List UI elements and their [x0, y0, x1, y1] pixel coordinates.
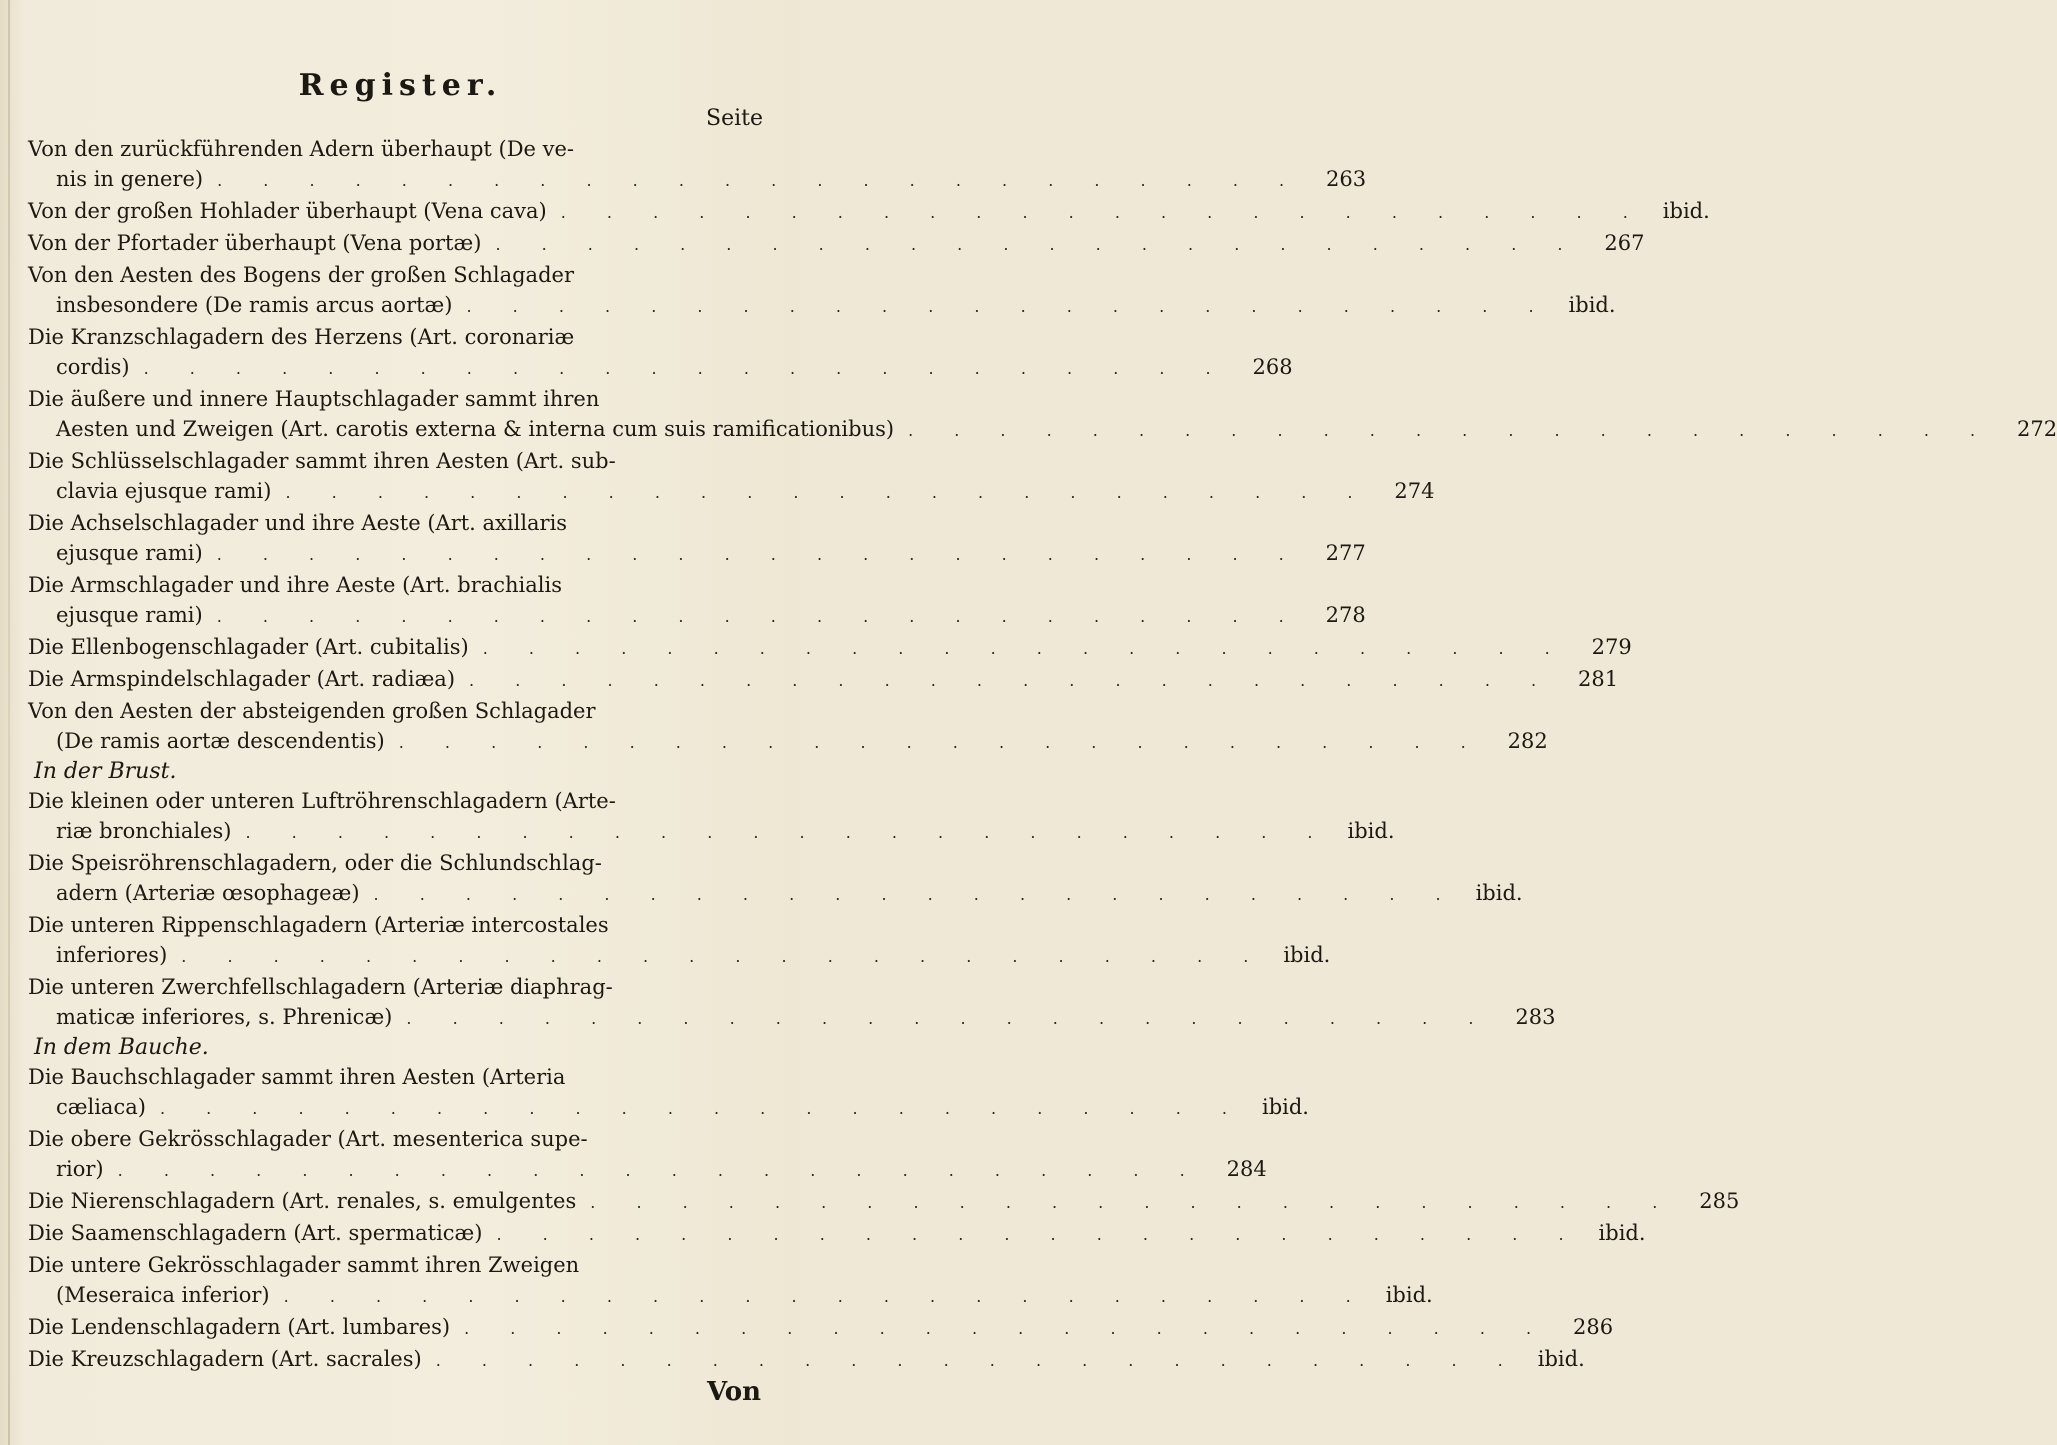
- entry-continuation-line: [28, 940, 1331, 972]
- leader-dots: . . . . . . . . . . . . . . . . . . . . . . . .: [435, 1351, 1521, 1370]
- register-list: [28, 134, 2057, 1376]
- entry-line: [28, 384, 776, 414]
- entry-line: [28, 570, 776, 600]
- page-number: ibid.: [1568, 293, 1616, 317]
- page-number: 281: [1577, 667, 1619, 691]
- entry-continuation-line: [28, 726, 1548, 758]
- page-number: ibid.: [1261, 1095, 1309, 1119]
- leader-dots: . . . . . . . . . . . . . . . . . . . . . . . .: [495, 235, 1581, 254]
- leader-dots: . . . . . . . . . . . . . . . . . . . . . . . .: [285, 483, 1371, 502]
- entry-continuation-text: maticæ inferiores, s. Phrenicæ): [56, 1005, 393, 1029]
- leader-dots: . . . . . . . . . . . . . . . . . . . . . . . .: [117, 1161, 1203, 1180]
- page-number: 274: [1394, 479, 1435, 503]
- page-number: ibid.: [1385, 1283, 1433, 1307]
- entry-continuation-line: [28, 816, 1395, 848]
- entry-text: Von den Aesten der absteigenden großen Schlagader: [28, 699, 596, 723]
- entry-continuation-text: Aesten und Zweigen (Art. carotis externa & interna cum suis ramificationibus): [56, 417, 895, 441]
- entry-text: Die Bauchschlagader sammt ihren Aesten (Arteria: [28, 1065, 566, 1089]
- leader-dots: . . . . . . . . . . . . . . . . . . . . . . . .: [373, 885, 1459, 904]
- page-column-label: Seite: [706, 106, 763, 131]
- register-entry: [28, 322, 1293, 384]
- entry-continuation-line: [28, 476, 1435, 508]
- register-entry: [28, 1344, 1585, 1376]
- entry-continuation-text: (Meseraica inferior): [56, 1283, 270, 1307]
- entry-continuation-text: riæ bronchiales): [56, 819, 232, 843]
- entry-text: Die Kranzschlagadern des Herzens (Art. coronariæ: [28, 325, 575, 349]
- entry-continuation-line: [28, 1002, 1556, 1034]
- entry-text: Die Ellenbogenschlagader (Art. cubitalis): [28, 635, 469, 659]
- entry-text: Die untere Gekrösschlagader sammt ihren Zweigen: [28, 1253, 580, 1277]
- entry-line: [28, 1344, 1585, 1376]
- entry-continuation-text: ejusque rami): [56, 603, 203, 627]
- register-entry: [28, 786, 1395, 848]
- entry-text: Von den zurückführenden Adern überhaupt (De ve-: [28, 137, 575, 161]
- entry-text: Die unteren Zwerchfellschlagadern (Arteriæ diaphrag-: [28, 975, 613, 999]
- register-entry: [28, 446, 1435, 508]
- entry-continuation-text: insbesondere (De ramis arcus aortæ): [56, 293, 453, 317]
- page-number: ibid.: [1537, 1347, 1585, 1371]
- leader-dots: . . . . . . . . . . . . . . . . . . . . . . . .: [466, 297, 1552, 316]
- entry-text: Die Schlüsselschlagader sammt ihren Aesten (Art. sub-: [28, 449, 616, 473]
- entry-text: Die Saamenschlagadern (Art. spermaticæ): [28, 1221, 483, 1245]
- entry-continuation-text: (De ramis aortæ descendentis): [56, 729, 385, 753]
- entry-continuation-text: adern (Arteriæ œsophageæ): [56, 881, 360, 905]
- entry-continuation-text: ejusque rami): [56, 541, 203, 565]
- register-entry: [28, 632, 1632, 664]
- register-entry: [28, 1250, 1433, 1312]
- entry-line: [28, 322, 776, 352]
- entry-text: Die Speisröhrenschlagadern, oder die Schlundschlag-: [28, 851, 602, 875]
- page-number: 278: [1325, 603, 1366, 627]
- entry-line: [28, 1250, 776, 1280]
- register-entry: [28, 972, 1556, 1034]
- page-number: 267: [1604, 231, 1645, 255]
- entry-line: [28, 1186, 1740, 1218]
- entry-continuation-line: [28, 290, 1616, 322]
- register-entry: [28, 1186, 1740, 1218]
- register-entry: [28, 260, 1616, 322]
- leader-dots: . . . . . . . . . . . . . . . . . . . . . . . .: [590, 1193, 1676, 1212]
- leader-dots: . . . . . . . . . . . . . . . . . . . . . . . .: [283, 1287, 1369, 1306]
- entry-line: [28, 848, 776, 878]
- entry-line: [28, 196, 1710, 228]
- entry-continuation-text: inferiores): [56, 943, 168, 967]
- entry-text: Die unteren Rippenschlagadern (Arteriæ intercostales: [28, 913, 609, 937]
- leader-dots: . . . . . . . . . . . . . . . . . . . . . . . .: [143, 359, 1229, 378]
- leader-dots: . . . . . . . . . . . . . . . . . . . . . . . .: [245, 823, 1331, 842]
- entry-line: [28, 446, 776, 476]
- leader-dots: . . . . . . . . . . . . . . . . . . . . . . . .: [908, 421, 1994, 440]
- register-entry: [28, 696, 1548, 758]
- entry-continuation-text: cordis): [56, 355, 130, 379]
- leader-dots: . . . . . . . . . . . . . . . . . . . . . . . .: [464, 1319, 1550, 1338]
- leader-dots: . . . . . . . . . . . . . . . . . . . . . . . .: [159, 1099, 1245, 1118]
- register-entry: [28, 134, 1367, 196]
- register-entry: [28, 1218, 1646, 1250]
- section-heading: In dem Bauche.: [34, 1035, 209, 1060]
- page-title: Register.: [298, 68, 503, 103]
- entry-text: Die Armspindelschlagader (Art. radiæa): [28, 667, 456, 691]
- register-entry: [28, 664, 1619, 696]
- register-entry: [28, 228, 1645, 260]
- entry-continuation-line: [28, 538, 1366, 570]
- register-entry: [28, 384, 2057, 446]
- entry-continuation-text: cæliaca): [56, 1095, 146, 1119]
- entry-line: [28, 228, 1645, 260]
- entry-text: Von den Aesten des Bogens der großen Schlagader: [28, 263, 574, 287]
- entry-line: [28, 664, 1619, 696]
- entry-continuation-line: [28, 414, 2057, 446]
- register-entry: [28, 848, 1523, 910]
- page-number: ibid.: [1475, 881, 1523, 905]
- leader-dots: . . . . . . . . . . . . . . . . . . . . . . . .: [216, 545, 1302, 564]
- entry-text: Die Kreuzschlagadern (Art. sacrales): [28, 1347, 422, 1371]
- page-number: 279: [1591, 635, 1632, 659]
- entry-line: [28, 786, 776, 816]
- entry-text: Die äußere und innere Hauptschlagader sammt ihren: [28, 387, 600, 411]
- entry-text: Von der Pfortader überhaupt (Vena portæ): [28, 231, 482, 255]
- entry-continuation-text: clavia ejusque rami): [56, 479, 272, 503]
- entry-continuation-text: nis in genere): [56, 167, 204, 191]
- entry-line: [28, 260, 776, 290]
- register-entry: [28, 508, 1366, 570]
- leader-dots: . . . . . . . . . . . . . . . . . . . . . . . .: [469, 671, 1555, 690]
- page-number: 286: [1573, 1315, 1614, 1339]
- entry-continuation-line: [28, 878, 1523, 910]
- entry-continuation-line: [28, 1092, 1309, 1124]
- leader-dots: . . . . . . . . . . . . . . . . . . . . . . . .: [398, 733, 1484, 752]
- entry-text: Von der großen Hohlader überhaupt (Vena cava): [28, 199, 547, 223]
- entry-continuation-line: [28, 352, 1293, 384]
- page-number: ibid.: [1283, 943, 1331, 967]
- entry-line: [28, 696, 776, 726]
- register-entry: [28, 570, 1366, 632]
- register-entry: [28, 196, 1710, 228]
- page-number: 277: [1325, 541, 1366, 565]
- entry-line: [28, 1124, 776, 1154]
- entry-continuation-line: [28, 1154, 1267, 1186]
- entry-line: [28, 508, 776, 538]
- leader-dots: . . . . . . . . . . . . . . . . . . . . . . . .: [496, 1225, 1582, 1244]
- entry-continuation-line: [28, 164, 1367, 196]
- page-number: 268: [1252, 355, 1293, 379]
- entry-text: Die obere Gekrösschlagader (Art. mesenterica supe-: [28, 1127, 588, 1151]
- entry-line: [28, 1312, 1614, 1344]
- leader-dots: . . . . . . . . . . . . . . . . . . . . . . . .: [482, 639, 1568, 658]
- page-gutter-edge: [8, 0, 10, 1445]
- page-number: 283: [1515, 1005, 1556, 1029]
- page-number: ibid.: [1598, 1221, 1646, 1245]
- page-number: 285: [1699, 1189, 1740, 1213]
- page-number: ibid.: [1662, 199, 1710, 223]
- register-entry: [28, 1062, 1309, 1124]
- leader-dots: . . . . . . . . . . . . . . . . . . . . . . . .: [181, 947, 1267, 966]
- entry-text: Die Armschlagader und ihre Aeste (Art. brachialis: [28, 573, 563, 597]
- leader-dots: . . . . . . . . . . . . . . . . . . . . . . . .: [216, 607, 1302, 626]
- page-number: 272: [2017, 417, 2057, 441]
- catchword: Von: [706, 1377, 761, 1407]
- leader-dots: . . . . . . . . . . . . . . . . . . . . . . . .: [217, 171, 1303, 190]
- entry-line: [28, 632, 1632, 664]
- register-entry: [28, 910, 1331, 972]
- entry-line: [28, 910, 776, 940]
- entry-text: Die Achselschlagader und ihre Aeste (Art. axillaris: [28, 511, 568, 535]
- entry-line: [28, 1218, 1646, 1250]
- section-heading: In der Brust.: [34, 759, 177, 784]
- entry-line: [28, 134, 776, 164]
- page-number: 284: [1226, 1157, 1267, 1181]
- page-number: 282: [1507, 729, 1548, 753]
- entry-line: [28, 1062, 776, 1092]
- entry-text: Die Lendenschlagadern (Art. lumbares): [28, 1315, 451, 1339]
- page-number: 263: [1326, 167, 1367, 191]
- entry-continuation-line: [28, 600, 1366, 632]
- leader-dots: . . . . . . . . . . . . . . . . . . . . . . . .: [560, 203, 1646, 222]
- page-number: ibid.: [1347, 819, 1395, 843]
- entry-text: Die Nierenschlagadern (Art. renales, s. emulgentes: [28, 1189, 577, 1213]
- register-entry: [28, 1124, 1267, 1186]
- entry-continuation-line: [28, 1280, 1433, 1312]
- entry-continuation-text: rior): [56, 1157, 104, 1181]
- entry-text: Die kleinen oder unteren Luftröhrenschlagadern (Arte-: [28, 789, 616, 813]
- leader-dots: . . . . . . . . . . . . . . . . . . . . . . . .: [406, 1009, 1492, 1028]
- entry-line: [28, 972, 776, 1002]
- register-entry: [28, 1312, 1614, 1344]
